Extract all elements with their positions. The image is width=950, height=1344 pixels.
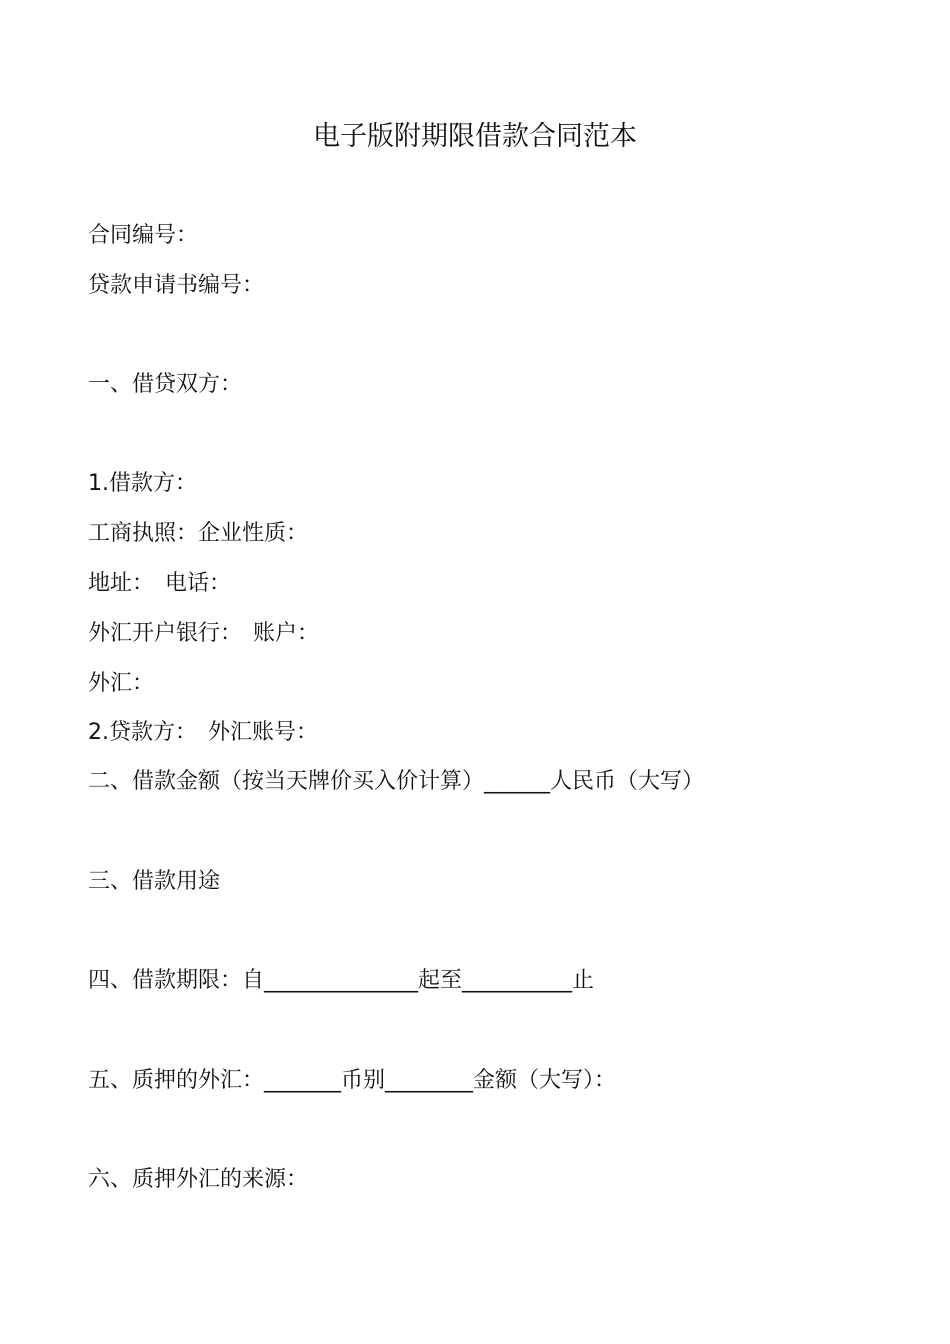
section-5-heading: 五、质押的外汇：_______币别________金额（大写）： — [88, 1068, 617, 1093]
contract-number-line: 合同编号： — [88, 223, 199, 248]
lender-line: 2.贷款方： 外汇账号： — [88, 720, 318, 745]
section-2-heading: 二、借款金额（按当天牌价买入价计算）______人民币（大写） — [88, 769, 705, 794]
business-license-line: 工商执照：企业性质： — [88, 521, 309, 546]
address-phone-line: 地址： 电话： — [88, 571, 232, 596]
borrower-line: 1.借款方： — [88, 471, 197, 496]
foreign-exchange-line: 外汇： — [88, 671, 155, 696]
loan-application-number-line: 贷款申请书编号： — [88, 273, 265, 298]
section-6-heading: 六、质押外汇的来源： — [88, 1167, 309, 1192]
document-title: 电子版附期限借款合同范本 — [313, 121, 637, 152]
section-1-heading: 一、借贷双方： — [88, 372, 243, 397]
section-3-heading: 三、借款用途 — [88, 869, 221, 894]
section-4-heading: 四、借款期限：自______________起至__________止 — [88, 968, 595, 993]
bank-account-line: 外汇开户银行： 账户： — [88, 621, 320, 646]
